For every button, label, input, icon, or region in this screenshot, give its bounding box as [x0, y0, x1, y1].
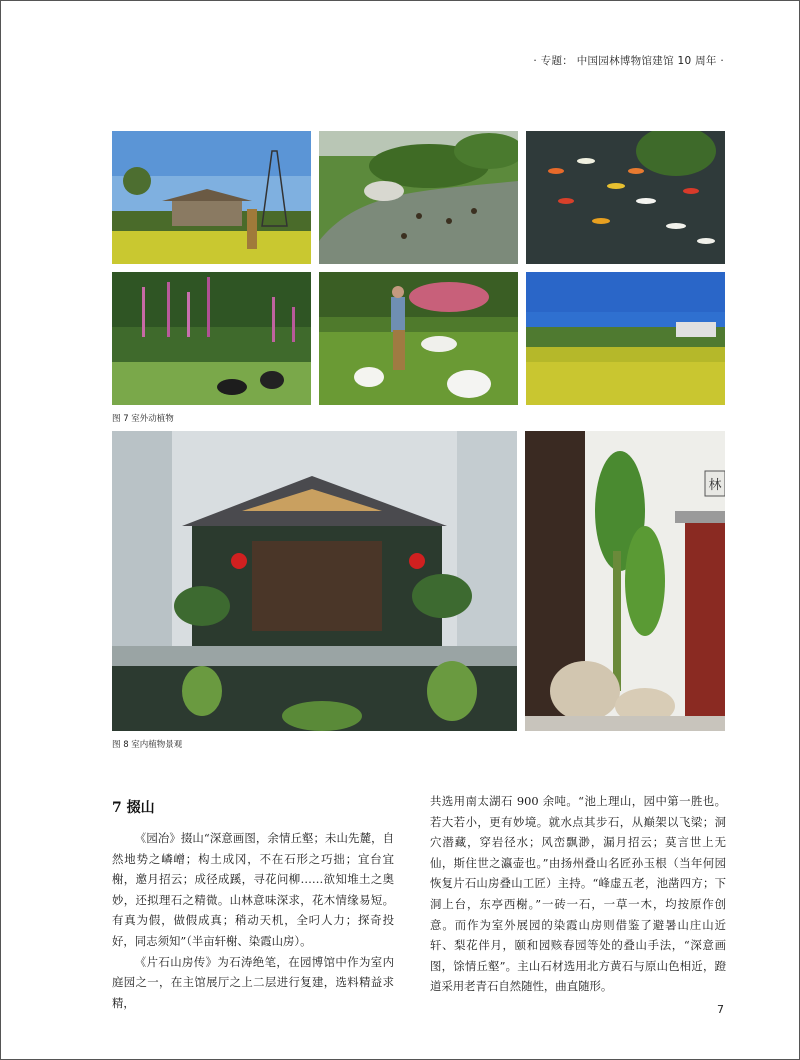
sign-lin-text: 林: [708, 478, 722, 493]
page-number: 7: [717, 1003, 724, 1016]
running-header: · 专题： 中国园林博物馆建馆 10 周年 ·: [533, 55, 724, 67]
photo-pond-with-ducks: [319, 131, 518, 264]
photo-thatched-pavilion-field: [112, 131, 311, 264]
photo-keeper-with-swans: [319, 272, 518, 405]
photo-koi-fish-pond: [526, 131, 725, 264]
left-text-column: [112, 828, 394, 1013]
section-heading: 7 掇山: [112, 800, 155, 816]
photo-indoor-pavilion-garden: [112, 431, 517, 731]
photo-rice-paddy-field: [526, 272, 725, 405]
paragraph: 《园冶》掇山“深意画图，余情丘壑；未山先麓，自然地势之嶙嶒；构土成冈，不在石形之巧拙；宜台宜榭，邀月招云；成径成蹊，寻花问柳……欲知堆土之奥妙，还拟理石之精微。山林意味深求，花木情缘易短。有真为假，做假成真；稍动天机，全叼人力；探奇投好，同志须知”（半亩轩榭、染霞山房）。: [112, 831, 394, 948]
paragraph: 《片石山房传》为石涛绝笔，在园博馆中作为室内庭园之一，在主馆展厅之上二层进行复建，选料精益求精，: [112, 954, 394, 1010]
figure-7-caption: 图 7 室外动植物: [112, 414, 174, 424]
photo-banana-plant-courtyard: [525, 431, 725, 731]
figure-8-caption: 图 8 室内植物景观: [112, 740, 183, 750]
paragraph: 共选用南太湖石 900 余吨。“池上理山，园中第一胜也。若大若小，更有妙境。就水点其步石，从巅架以飞梁；洞穴潜藏，穿岩径水；风峦飘渺，漏月招云；莫言世上无仙，斯住世之瀛壶也。”由扬州叠山名匠孙玉根（当年何园恢复片石山房叠山工匠）主持。“峰虚五老，池凿四方；下洞上台，东亭西榭。”一砖一石，一草一木，均按原作创意。而作为室外展园的染霞山房则借鉴了避暑山庄山近轩、梨花伴月，颐和园赅春园等处的叠山手法，“深意画图，馀情丘壑”。主山石材选用北方黄石与原山色相近，蹬道采用老青石自然随性，曲直随形。: [430, 794, 726, 994]
photo-purple-loosestrife-with-ducks: [112, 272, 311, 405]
right-text-column: [430, 791, 726, 997]
